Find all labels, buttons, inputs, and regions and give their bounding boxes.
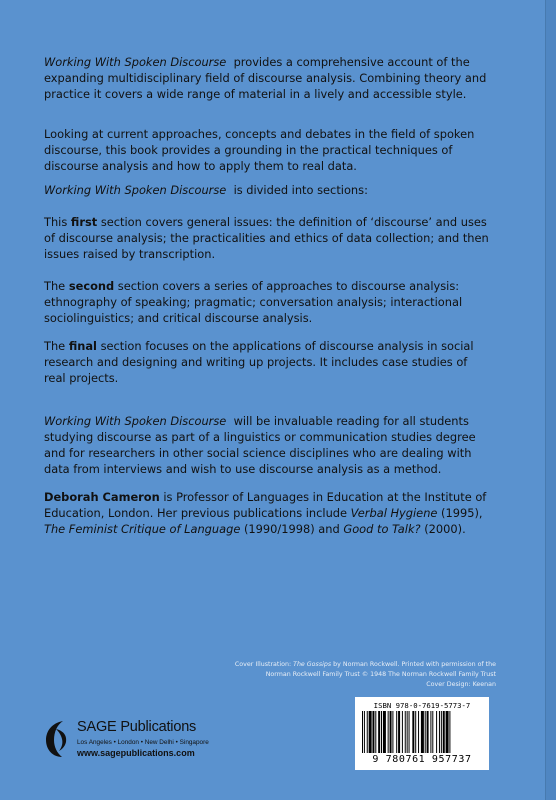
barcode-bar	[409, 711, 410, 753]
publisher-name: SAGE Publications	[77, 719, 197, 735]
barcode-bar	[421, 711, 424, 753]
grounding-paragraph: Looking at current approaches, concepts and debates in the field of spoken discourse, this book provides a grounding in the practical techniques of discourse analysis and how to apply them to real data.	[44, 127, 475, 173]
second-keyword: second	[68, 279, 115, 293]
credit-line-2: Norman Rockwell Family Trust © 1948 The Norman Rockwell Family Trust	[265, 671, 496, 678]
barcode-bar	[364, 711, 365, 753]
barcode-bar	[439, 711, 440, 753]
barcode-bar	[418, 711, 419, 753]
final-keyword: final	[68, 339, 97, 353]
final-section-paragraph: The final section focuses on the applications of discourse analysis in social research and designing and writing up projects. It includes case studies of real projects.	[44, 339, 474, 385]
barcode-panel	[355, 697, 489, 770]
barcode-bar	[441, 711, 442, 753]
barcode-bar	[412, 711, 414, 753]
barcode-bar	[398, 711, 400, 753]
barcode-bar	[432, 711, 433, 753]
publisher-cities: Los Angeles • London • New Delhi • Singapore	[77, 739, 209, 746]
barcode-bar	[381, 711, 382, 753]
barcode-bar	[446, 711, 449, 753]
barcode-bar	[362, 711, 363, 753]
barcode-number: 9 780761 957737	[372, 754, 472, 765]
barcode-bar	[372, 711, 374, 753]
barcode-bar	[430, 711, 431, 753]
barcode-bar	[388, 711, 389, 753]
sage-logo-icon	[43, 719, 73, 759]
barcode-bar	[449, 711, 450, 753]
barcode-bar	[436, 711, 437, 753]
first-keyword: first	[70, 215, 98, 229]
sections-intro-paragraph: Working With Spoken Discourse is divided into sections:	[44, 183, 368, 197]
credit-line-3: Cover Design: Keenan	[426, 681, 496, 688]
barcode-bar	[405, 711, 406, 753]
readership-paragraph: Working With Spoken Discourse will be invaluable reading for all students studying discourse as part of a linguistics or communication studies degree and for researchers in other social science disciplines who are dealing with data from interviews and wish to use discourse analysis as a method.	[44, 414, 476, 476]
intro-paragraph: Working With Spoken Discourse provides a comprehensive account of the expanding multidisciplinary field of discourse analysis. Combining theory and practice it covers a wide range of material in a lively and accessible style.	[44, 55, 487, 101]
barcode-bar	[390, 711, 392, 753]
barcode-bar	[383, 711, 386, 753]
barcode-bar	[415, 711, 416, 753]
isbn-label: ISBN 978-0-7619-5773-7	[373, 701, 471, 710]
barcode-bar	[378, 711, 380, 753]
barcode-bar	[402, 711, 403, 753]
second-section-paragraph: The second section covers a series of approaches to discourse analysis: ethnography of speaking; pragmatic; conversation analysis; interactional sociolinguistics; and critical discourse analysis.	[44, 279, 463, 325]
book-title-italic: Working With Spoken Discourse	[44, 55, 227, 69]
first-section-paragraph: This first section covers general issues: the definition of ‘discourse’ and uses of discourse analysis; the practicalities and ethics of data collection; and then issues raised by transcription.	[44, 215, 489, 261]
barcode-bar	[443, 711, 445, 753]
spine-edge	[545, 0, 556, 800]
book-title-italic: Working With Spoken Discourse	[44, 414, 227, 428]
credit-line-1: Cover Illustration: The Gossips by Norman Rockwell. Printed with permission of the	[234, 661, 496, 668]
publisher-logo	[43, 717, 243, 767]
publisher-url[interactable]: www.sagepublications.com	[77, 748, 195, 758]
book-title-italic: Working With Spoken Discourse	[44, 183, 227, 197]
barcode-icon	[362, 711, 482, 753]
barcode-bar	[369, 711, 372, 753]
barcode-bar	[392, 711, 393, 753]
barcode-bar	[407, 711, 408, 753]
barcode-bar	[375, 711, 376, 753]
author-bio-paragraph: Deborah Cameron is Professor of Languages in Education at the Institute of Education, London. Her previous publications include Verbal Hygiene (1995), The Feminist Critique of Language (1990/1998) and Good to Talk? (2000).	[44, 490, 487, 536]
author-name: Deborah Cameron	[44, 490, 160, 504]
barcode-bar	[427, 711, 429, 753]
barcode-bar	[367, 711, 368, 753]
barcode-bar	[396, 711, 397, 753]
barcode-bar	[425, 711, 426, 753]
cover-credits	[176, 660, 496, 690]
